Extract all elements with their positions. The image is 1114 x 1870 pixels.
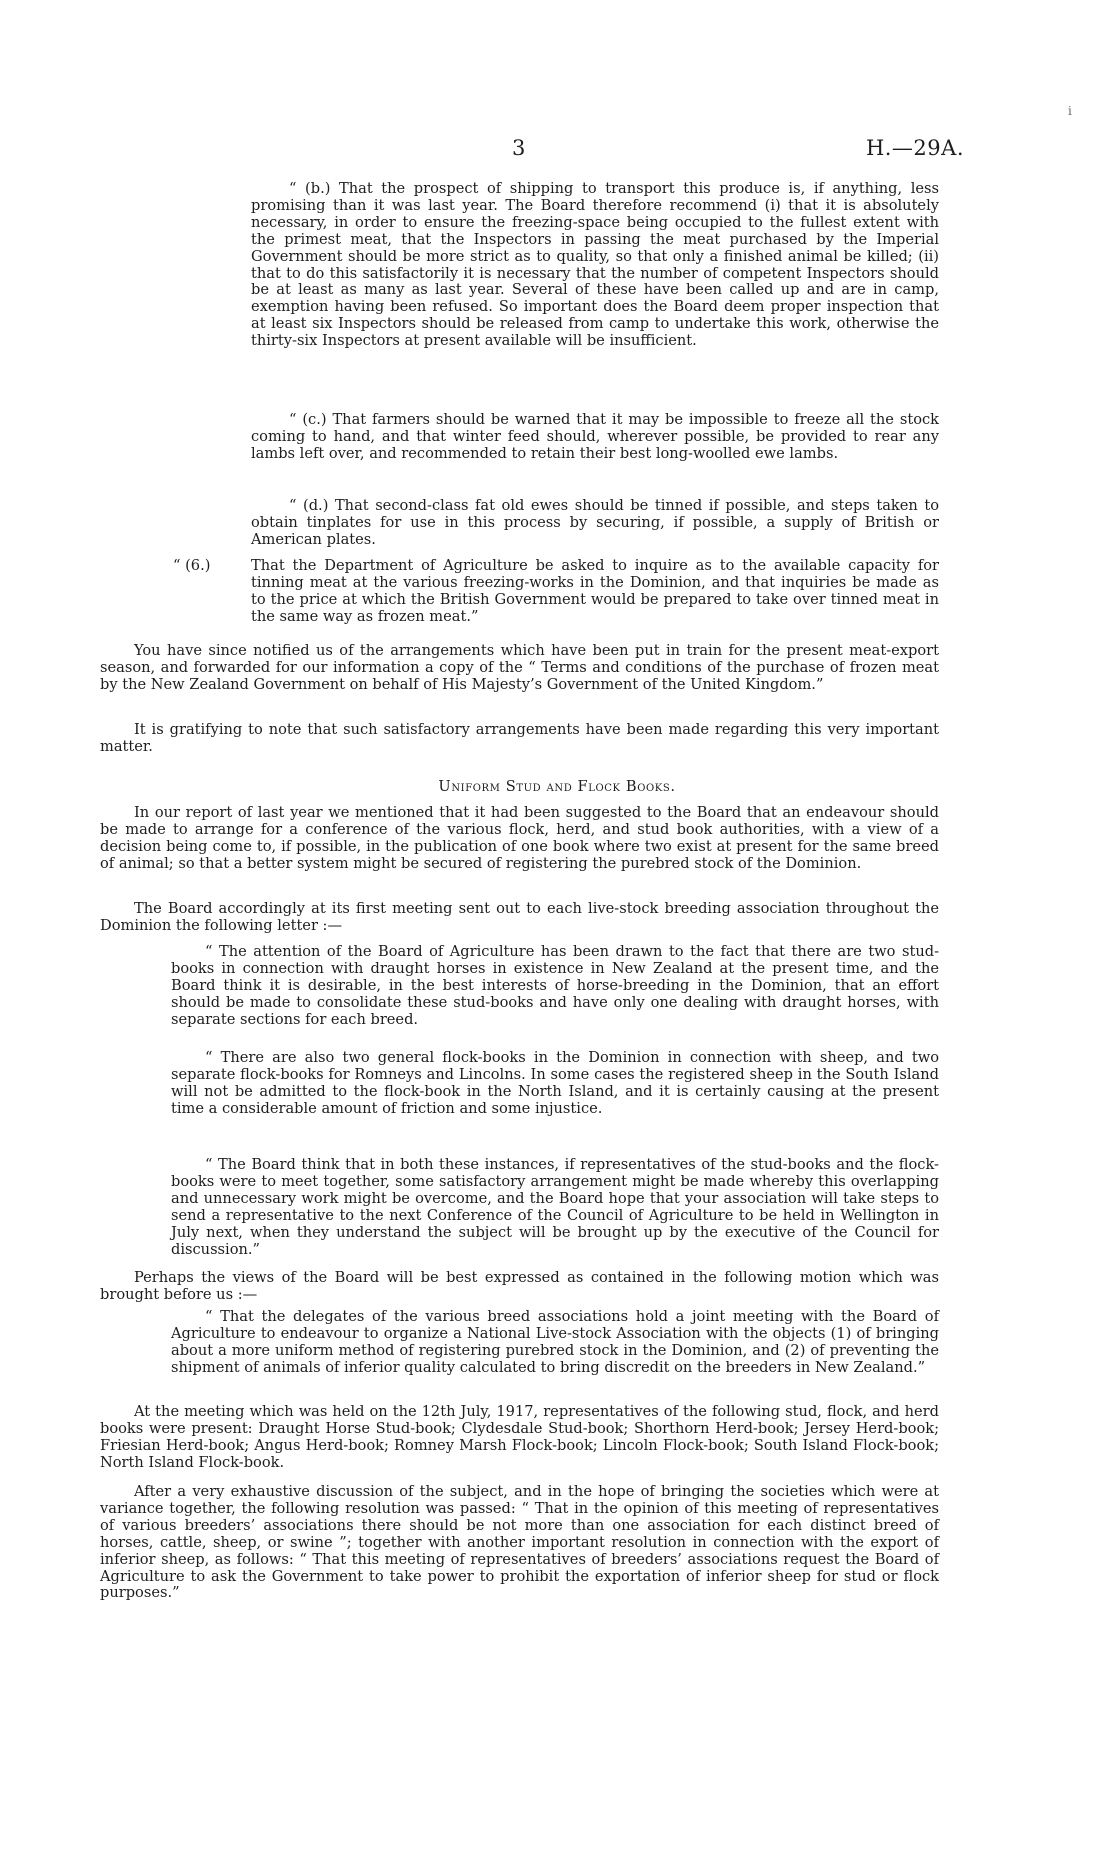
quoted-item-6-text: That the Department of Agriculture be asked to inquire as to the available capacity for tinning meat at the various freezing-works in the Dominion, and that inquiries be made as to the price at which the British Government would be prepared to take over tinned meat in the same way as frozen meat.” (251, 557, 939, 625)
quoted-item-c: “ (c.) That farmers should be warned that it may be impossible to freeze all the stock coming to hand, and that winter feed should, wherever possible, be provided to rear any lambs left over, and recommended to retain their best long-woolled ewe lambs. (251, 411, 939, 462)
paragraph-gratifying: It is gratifying to note that such satisfactory arrangements have been made regarding this very important matter. (100, 721, 939, 755)
letter-paragraph-conference: “ The Board think that in both these instances, if representatives of the stud-books and the flock-books were to meet together, some satisfactory arrangement might be made whereby this overlapping and unnecessary work might be overcome, and the Board hope that your association will take steps to send a representative to the next Conference of the Council of Agriculture to be held in Wellington in July next, when they understand the subject will be brought up by the executive of the Council for discussion.” (171, 1156, 939, 1258)
paragraph-meeting-attendees: At the meeting which was held on the 12th July, 1917, representatives of the following stud, flock, and herd books were present: Draught Horse Stud-book; Clydesdale Stud-book; Shorthorn Herd-book; Jersey Herd-book; Friesian Herd-book; Angus Herd-book; Romney Marsh Flock-book; Lincoln Flock-book; South Island Flock-book; North Island Flock-book. (100, 1403, 939, 1471)
paper-reference: H.—29A. (865, 136, 964, 160)
quoted-item-6-label: “ (6.) (173, 557, 211, 574)
letter-paragraph-stud-books: “ The attention of the Board of Agriculture has been drawn to the fact that there are two stud-books in connection with draught horses in existence in New Zealand at the present time, and the Board think it is desirable, in the best interests of horse-breeding in the Dominion, that an effort should be made to consolidate these stud-books and have only one dealing with draught horses, with separate sections for each breed. (171, 943, 939, 1028)
margin-mark: i (1068, 104, 1072, 118)
page-header (0, 136, 1114, 164)
paragraph-resolution: After a very exhaustive discussion of the subject, and in the hope of bringing the societies which were at variance together, the following resolution was passed: “ That in the opinion of this meeting of representatives of various breeders’ associations there should be not more than one association for each distinct breed of horses, cattle, sheep, or swine ”; together with another important resolution in connection with the export of inferior sheep, as follows: “ That this meeting of representatives of breeders’ associations request the Board of Agriculture to ask the Government to take power to prohibit the exportation of inferior sheep for stud or flock purposes.” (100, 1483, 939, 1602)
quoted-motion: “ That the delegates of the various breed associations hold a joint meeting with the Board of Agriculture to endeavour to organize a National Live-stock Association with the objects (1) of bringing about a more uniform method of registering purebred stock in the Dominion, and (2) of preventing the shipment of animals of inferior quality calculated to bring discredit on the breeders in New Zealand.” (171, 1308, 939, 1376)
section-heading: Uniform Stud and Flock Books. (438, 778, 676, 795)
page-number: 3 (512, 136, 526, 160)
paragraph-last-year-report: In our report of last year we mentioned that it had been suggested to the Board that an endeavour should be made to arrange for a conference of the various flock, herd, and stud book authorities, with a view of a decision being come to, if possible, in the publication of one book where two exist at present for the same breed of animal; so that a better system might be secured of registering the purebred stock of the Dominion. (100, 804, 939, 872)
paragraph-letter-intro: The Board accordingly at its first meeting sent out to each live-stock breeding association throughout the Dominion the following letter :— (100, 900, 939, 934)
paragraph-arrangements: You have since notified us of the arrangements which have been put in train for the present meat-export season, and forwarded for our information a copy of the “ Terms and conditions of the purchase of frozen meat by the New Zealand Government on behalf of His Majesty’s Government of the United Kingdom.” (100, 642, 939, 693)
quoted-item-d: “ (d.) That second-class fat old ewes should be tinned if possible, and steps taken to obtain tinplates for use in this process by securing, if possible, a supply of British or American plates. (251, 497, 939, 548)
quoted-item-b: “ (b.) That the prospect of shipping to transport this produce is, if anything, less promising than it was last year. The Board therefore recommend (i) that it is absolutely necessary, in order to ensure the freezing-space being occupied to the fullest extent with the primest meat, that the Inspectors in passing the meat purchased by the Imperial Government should be more strict as to quality, so that only a finished animal be killed; (ii) that to do this satisfactorily it is necessary that the number of competent Inspectors should be at least as many as last year. Several of these have been called up and are in camp, exemption having been refused. So important does the Board deem proper inspection that at least six Inspectors should be released from camp to undertake this work, otherwise the thirty-six Inspectors at present available will be insufficient. (251, 180, 939, 350)
paragraph-motion-intro: Perhaps the views of the Board will be best expressed as contained in the following motion which was brought before us :— (100, 1269, 939, 1303)
quoted-item-6 (173, 557, 939, 632)
letter-paragraph-flock-books: “ There are also two general flock-books in the Dominion in connection with sheep, and two separate flock-books for Romneys and Lincolns. In some cases the registered sheep in the South Island will not be admitted to the flock-book in the North Island, and it is certainly causing at the present time a considerable amount of friction and some injustice. (171, 1049, 939, 1117)
